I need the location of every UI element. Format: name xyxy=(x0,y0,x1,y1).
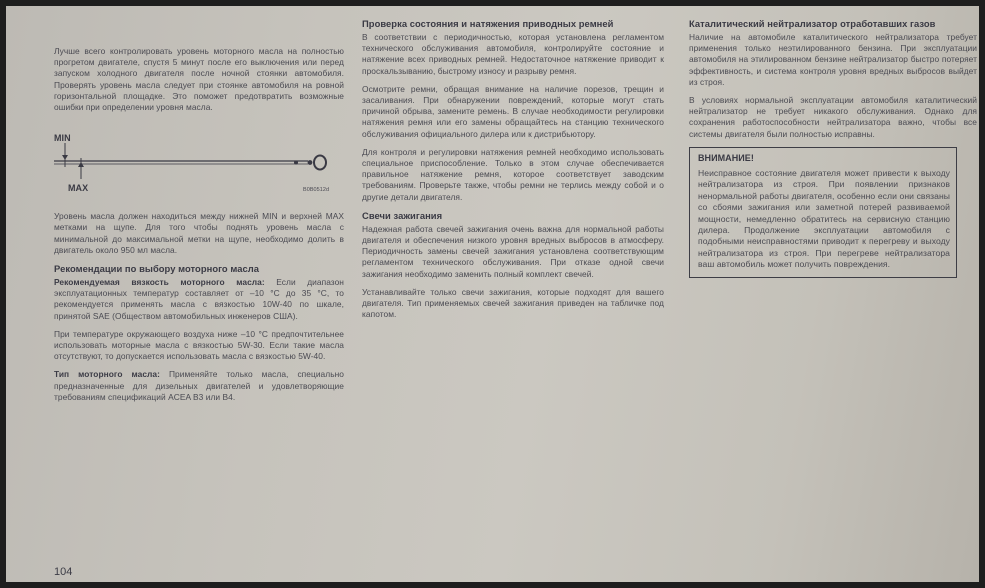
belts-paragraph-3: Для контроля и регулировки натяжения ремней необходимо использовать специальное приспособление. Только в этом случае обеспечивается правильное натяжение ремня, которое соответствует заводским требованиям. Проверьте также, чтобы ремни не терлись между собой и о другие детали двигателя. xyxy=(362,146,664,202)
oil-check-intro: Лучше всего контролировать уровень моторного масла на полностью прогретом двигателе, спустя 5 минут после его выключения или перед запуском холодного двигателя после ночной стоянки автомобиля. Проверять уровень масла следует при стоянке автомобиля на ровной горизонтальной площадке. Это поможет предотвратить возможные ошибки при определении уровня масла. xyxy=(54,46,344,113)
min-label: MIN xyxy=(54,133,71,144)
viscosity-lead: Рекомендуемая вязкость моторного масла: xyxy=(54,277,265,288)
viscosity-text: Если диапазон эксплуатационных температур составляет от –10 °С до 35 °С, то рекомендуется применять масла с вязкостью 10W-40 по шкале, принятой SAE (Обществом автомобильных инженеров США). xyxy=(54,277,344,321)
right-column xyxy=(689,18,977,278)
oil-recommendations-heading: Рекомендации по выбору моторного масла xyxy=(54,263,260,275)
belts-heading: Проверка состояния и натяжения приводных ремней xyxy=(362,18,614,29)
cold-weather-text: При температуре окружающего воздуха ниже –10 °С предпочтительнее использовать моторные масла с вязкостью 5W-30. Если такие масла отсутствуют, то допускается использовать масла с вязкостью 5W-40. xyxy=(54,328,344,362)
catalyst-paragraph-2: В условиях нормальной эксплуатации автомобиля каталитический нейтрализатор не требует никакого обслуживания. Однако для сохранения работоспособности нейтрализатора важно, чтобы все системы двигателя были полностью исправны. xyxy=(689,95,977,139)
middle-column xyxy=(362,18,664,327)
dipstick-diagram xyxy=(48,121,348,203)
oil-type-text: Применяйте только масла, специально предназначенные для дизельных двигателей и удовлетворяющие требованиям спецификаций ACEA B3 или B4. xyxy=(54,369,344,402)
warning-title: ВНИМАНИЕ! xyxy=(698,152,754,163)
manual-page xyxy=(6,6,979,582)
warning-text: Неисправное состояние двигателя может привести к выходу нейтрализатора из строя. При появлении признаков ненормальной работы двигателя, особенно если они связаны со сбоями зажигания или заметной потерей развиваемой мощности, немедленно обратитесь на сервисную станцию дилера. Продолжение эксплуатации автомобиля с подобными неисправностями приводит к перегреву и выходу нейтрализатора из строя. При перегреве нейтрализатора ваш автомобиль может получить повреждения. xyxy=(698,168,950,270)
belts-paragraph-1: В соответствии с периодичностью, которая установлена регламентом технического обслуживания автомобиля, контролируйте состояние и натяжение всех приводных ремней. Недостаточное натяжение приводит к проскальзыванию, быстрому износу и разрыву ремня. xyxy=(362,32,664,76)
spark-plugs-heading: Свечи зажигания xyxy=(362,209,443,221)
oil-type-lead: Тип моторного масла: xyxy=(54,369,160,380)
max-label: MAX xyxy=(68,183,89,194)
belts-paragraph-2: Осмотрите ремни, обращая внимание на наличие порезов, трещин и засаливания. При обнаружении повреждений, которые могут стать причиной обрыва, замените ремень. В случае необходимости регулировки натяжения ремня или его замены обращайтесь на станцию технического обслуживания официального дилера или к дистрибьютору. xyxy=(362,83,664,139)
viscosity-paragraph xyxy=(54,277,344,322)
catalyst-heading: Каталитический нейтрализатор отработавших газов xyxy=(689,18,936,29)
spark-plugs-paragraph-1: Надежная работа свечей зажигания очень важна для нормальной работы двигателя и обеспечения низкого уровня вредных выбросов в атмосферу. Периодичность замены свечей зажигания установлена соответствующим регламентом технического обслуживания. При отказе одной свечи зажигания необходимо заменить полный комплект свечей. xyxy=(362,223,664,279)
warning-box xyxy=(689,147,957,278)
figure-code: B0B0512d xyxy=(303,187,330,194)
left-column xyxy=(54,46,344,410)
page-number: 104 xyxy=(54,566,73,578)
spark-plugs-paragraph-2: Устанавливайте только свечи зажигания, которые подходят для вашего двигателя. Тип применяемых свечей зажигания приведен на табличке под капотом. xyxy=(362,286,664,320)
catalyst-paragraph-1: Наличие на автомобиле каталитического нейтрализатора требует применения только неэтилированного бензина. При эксплуатации автомобиля на этилированном бензине нейтрализатор быстро потеряет эффективность, и система контроля уровня вредных выбросов выйдет из строя. xyxy=(689,32,977,87)
oil-level-text: Уровень масла должен находиться между нижней MIN и верхней MAX метками на щупе. Для того чтобы поднять уровень масла с минимальной до максимальной метки на щупе, необходимо долить в двигатель около 950 мл масла. xyxy=(54,211,344,255)
oil-type-paragraph xyxy=(54,369,344,403)
